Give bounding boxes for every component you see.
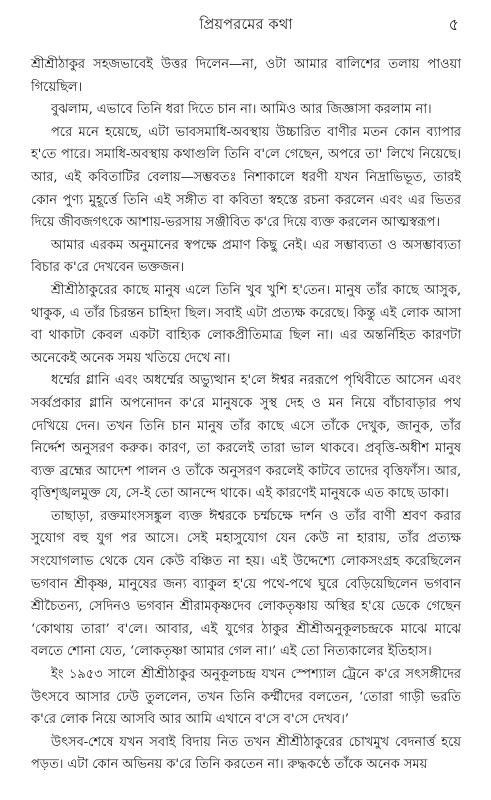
paragraph-9: উৎসব-শেষে যখন সবাই বিদায় নিত তখন শ্রীশ্রীঠাকুরের চোখমুখ বেদনার্ত্ত হয়ে পড়ত। এটা কোন অভিনয় ক'রে তিনি করতেন না। রুদ্ধকণ্ঠে তাঁকে অনেক সময় (31, 734, 461, 773)
page-body (31, 54, 461, 777)
page-header (31, 14, 461, 40)
paragraph-2: বুঝলাম, এভাবে তিনি ধরা দিতে চান না। আমিও আর জিজ্ঞাসা করলাম না। (51, 102, 432, 118)
paragraph-3: পরে মনে হয়েছে, এটা ভাবসমাধি-অবস্থায় উচ্চারিত বাণীর মতন কোন ব্যাপার হ'তে পারে। সমাধি-অবস্থায় কথাগুলি তিনি ব'লে গেছেন, অপরে তা' লিখে নিয়েছে। আর, এই কবিতাটির বেলায়—সম্ভবতঃ নিশাকালে ধরণী যখন নিদ্রাভিভূত, তারই কোন পুণ্য মুহূর্ত্তে তিনি এই সঙ্গীত বা কবিতা স্বহস্তে রচনা করলেন এবং এর ভিতর দিয়ে জীবজগৎকে আশায়-ভরসায় সঞ্জীবিত ক'রে দিয়ে ব্যক্ত করলেন আত্মস্বরূপ। (31, 124, 461, 231)
page-number: ৫ (448, 15, 459, 34)
paragraph-7: তাছাড়া, রক্তমাংসসঙ্কুল ব্যক্ত ঈশ্বরকে চর্ম্মচক্ষে দর্শন ও তাঁর বাণী শ্রবণ করার সুযোগ বহু যুগ পর আসে। সেই মহাসুযোগ যেন কেউ না হারায়, তাঁর প্রত্যক্ষ সংযোগলাভ থেকে যেন কেউ বঞ্চিত না হয়। এই উদ্দেশ্যে লোকসংগ্রহ করেছিলেন ভগবান শ্রীকৃষ্ণ, মানুষের জন্য ব্যাকুল হ'য়ে পথে-পথে ঘুরে বেড়িয়েছিলেন ভগবান শ্রীচৈতন্য, সেদিনও ভগবান শ্রীরামকৃষ্ণদেব লোকতৃষ্ণায় অস্থির হ'য়ে ডেকে গেছেন ‘কোথায় তারা’ ব'লে। আবার, এই যুগের ঠাকুর শ্রীশ্রীঅনুকূলচন্দ্রকে মাঝে মাঝে বলতে শোনা যেত, ‘লোকতৃষ্ণা আমার গেল না।’ এই তো নিত্যকালের ইতিহাস। (31, 508, 461, 660)
paragraph-6: ধর্ম্মের গ্লানি এবং অধর্ম্মের অভ্যুত্থান হ'লে ঈশ্বর নররূপে পৃথিবীতে আসেন এবং সর্ব্বপ্রকার গ্লানি অপনোদন ক'রে মানুষকে সুস্থ দেহ ও মন নিয়ে বাঁচাবাড়ার পথ দেখিয়ে দেন। তখন তিনি চান মানুষ তাঁর কাছে এসে তাঁকে দেখুক, জানুক, তাঁর নির্দ্দেশ অনুসরণ করুক। কারণ, তা করলেই তারা ভাল থাকবে। প্রবৃত্তি-অধীশ মানুষ ব্যক্ত ব্রহ্মের আদেশ পালন ও তাঁকে অনুসরণ করলেই কাটবে তাদের বৃত্তিফাঁস। আর, বৃত্তিশৃঙ্খলমুক্ত যে, সে-ই তো আনন্দে থাকে। এই কারণেই মানুষকে এত কাছে ডাকা। (31, 373, 461, 502)
paragraph-4: আমার এরকম অনুমানের স্বপক্ষে প্রমাণ কিছু নেই। এর সম্ভাব্যতা ও অসম্ভাব্যতা বিচার ক'রে দেখবেন ভক্তজন। (31, 237, 461, 276)
running-title: প্রিয়পরমের কথা (199, 17, 293, 33)
paragraph-8: ইং ১৯৫৩ সালে শ্রীশ্রীঠাকুর অনুকূলচন্দ্র যখন স্পেশ্যাল ট্রেনে ক'রে সৎসঙ্গীদের উৎসবে আসার ঢেউ তুললেন, তখন তিনি কর্ম্মীদের বলতেন, ‘তোরা গাড়ী ভরতি ক'রে লোক নিয়ে আসবি আর আমি এখানে ব'সে ব'সে দেখব।’ (31, 667, 461, 728)
paragraph-5: শ্রীশ্রীঠাকুরের কাছে মানুষ এলে তিনি খুব খুশি হ'তেন। মানুষ তাঁর কাছে আসুক, থাকুক, এ তাঁর চিরন্তন চাহিদা ছিল। সবাই এটা প্রত্যক্ষ করেছে। কিন্তু এই লোক আসা বা থাকাটা কেবল একটা বাহ্যিক লোকপ্রীতিমাত্র ছিল না। এর অন্তর্নিহিত কারণটা অনেকেই অনেক সময় খতিয়ে দেখে না। (31, 282, 461, 366)
paragraph-1: শ্রীশ্রীঠাকুর সহজভাবেই উত্তর দিলেন—না, ওটা আমার বালিশের তলায় পাওয়া গিয়েছিল। (31, 57, 461, 95)
